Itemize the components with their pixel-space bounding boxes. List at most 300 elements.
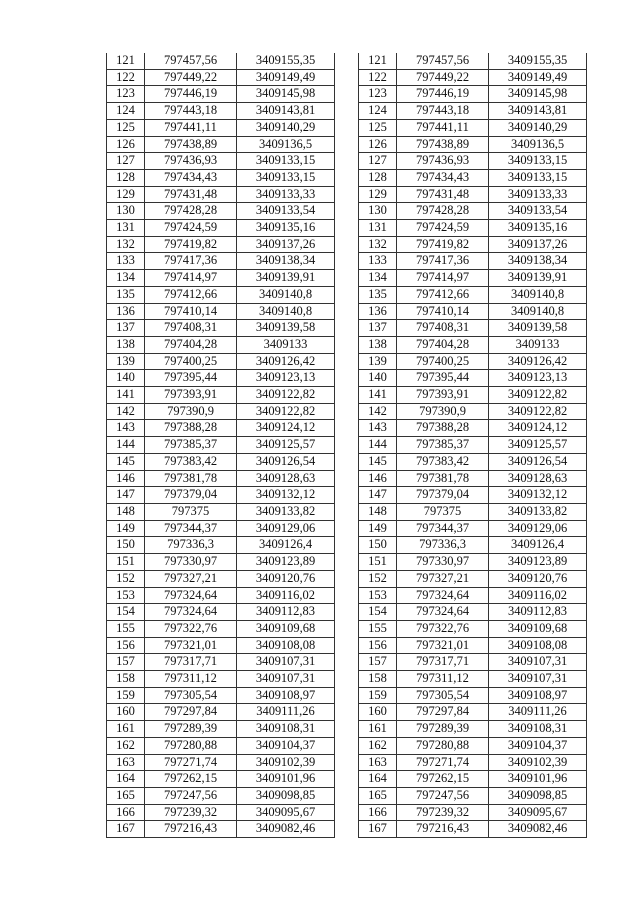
y-coordinate-cell: 3409107,31 [489, 671, 587, 688]
table-row [359, 821, 587, 838]
y-coordinate-cell: 3409137,26 [237, 236, 335, 253]
x-coordinate-cell: 797379,04 [145, 487, 237, 504]
table-row [107, 270, 335, 287]
point-number-cell: 158 [107, 671, 145, 688]
x-coordinate-cell: 797390,9 [397, 403, 489, 420]
x-coordinate-cell: 797297,84 [145, 704, 237, 721]
table-row [107, 671, 335, 688]
table-row [359, 270, 587, 287]
table-row [359, 503, 587, 520]
point-number-cell: 126 [359, 136, 397, 153]
x-coordinate-cell: 797424,59 [397, 220, 489, 237]
table-row [359, 687, 587, 704]
table-row [359, 704, 587, 721]
x-coordinate-cell: 797431,48 [397, 186, 489, 203]
table-row [107, 453, 335, 470]
y-coordinate-cell: 3409135,16 [237, 220, 335, 237]
table-row [359, 554, 587, 571]
y-coordinate-cell: 3409123,89 [489, 554, 587, 571]
y-coordinate-cell: 3409120,76 [237, 570, 335, 587]
table-row [107, 587, 335, 604]
table-row [359, 737, 587, 754]
y-coordinate-cell: 3409122,82 [237, 387, 335, 404]
point-number-cell: 142 [107, 403, 145, 420]
table-row [107, 754, 335, 771]
table-row [107, 704, 335, 721]
y-coordinate-cell: 3409107,31 [489, 654, 587, 671]
y-coordinate-cell: 3409126,42 [237, 353, 335, 370]
point-number-cell: 161 [107, 721, 145, 738]
table-row [359, 570, 587, 587]
x-coordinate-cell: 797327,21 [145, 570, 237, 587]
x-coordinate-cell: 797239,32 [397, 804, 489, 821]
point-number-cell: 143 [107, 420, 145, 437]
point-number-cell: 127 [359, 153, 397, 170]
table-row [359, 787, 587, 804]
table-row [359, 520, 587, 537]
x-coordinate-cell: 797443,18 [397, 103, 489, 120]
x-coordinate-cell: 797321,01 [397, 637, 489, 654]
y-coordinate-cell: 3409140,8 [489, 303, 587, 320]
table-row [107, 370, 335, 387]
y-coordinate-cell: 3409082,46 [489, 821, 587, 838]
point-number-cell: 135 [107, 286, 145, 303]
point-number-cell: 150 [107, 537, 145, 554]
point-number-cell: 126 [107, 136, 145, 153]
table-row [359, 220, 587, 237]
table-row [359, 153, 587, 170]
point-number-cell: 152 [107, 570, 145, 587]
x-coordinate-cell: 797449,22 [145, 69, 237, 86]
y-coordinate-cell: 3409155,35 [489, 53, 587, 69]
x-coordinate-cell: 797311,12 [145, 671, 237, 688]
point-number-cell: 153 [107, 587, 145, 604]
x-coordinate-cell: 797388,28 [145, 420, 237, 437]
table-row [359, 721, 587, 738]
table-row [359, 654, 587, 671]
y-coordinate-cell: 3409108,97 [237, 687, 335, 704]
table-row [359, 236, 587, 253]
y-coordinate-cell: 3409149,49 [489, 69, 587, 86]
y-coordinate-cell: 3409109,68 [237, 620, 335, 637]
y-coordinate-cell: 3409116,02 [489, 587, 587, 604]
point-number-cell: 133 [107, 253, 145, 270]
table-row [107, 203, 335, 220]
table-row [107, 103, 335, 120]
y-coordinate-cell: 3409139,91 [237, 270, 335, 287]
x-coordinate-cell: 797400,25 [397, 353, 489, 370]
point-number-cell: 123 [107, 86, 145, 103]
point-number-cell: 164 [359, 771, 397, 788]
x-coordinate-cell: 797381,78 [397, 470, 489, 487]
point-number-cell: 123 [359, 86, 397, 103]
y-coordinate-cell: 3409133,54 [237, 203, 335, 220]
point-number-cell: 146 [107, 470, 145, 487]
table-row [107, 353, 335, 370]
table-row [107, 169, 335, 186]
point-number-cell: 134 [107, 270, 145, 287]
y-coordinate-cell: 3409108,08 [489, 637, 587, 654]
point-number-cell: 142 [359, 403, 397, 420]
y-coordinate-cell: 3409145,98 [489, 86, 587, 103]
x-coordinate-cell: 797330,97 [397, 554, 489, 571]
table-row [107, 136, 335, 153]
x-coordinate-cell: 797375 [145, 503, 237, 520]
point-number-cell: 163 [107, 754, 145, 771]
x-coordinate-cell: 797434,43 [145, 169, 237, 186]
point-number-cell: 138 [359, 336, 397, 353]
point-number-cell: 125 [359, 119, 397, 136]
y-coordinate-cell: 3409140,8 [237, 286, 335, 303]
x-coordinate-cell: 797408,31 [145, 320, 237, 337]
table-row [107, 86, 335, 103]
point-number-cell: 164 [107, 771, 145, 788]
x-coordinate-cell: 797385,37 [145, 437, 237, 454]
x-coordinate-cell: 797436,93 [397, 153, 489, 170]
y-coordinate-cell: 3409133,15 [237, 169, 335, 186]
point-number-cell: 148 [359, 503, 397, 520]
point-number-cell: 144 [359, 437, 397, 454]
table-row [107, 119, 335, 136]
x-coordinate-cell: 797434,43 [397, 169, 489, 186]
point-number-cell: 124 [359, 103, 397, 120]
y-coordinate-cell: 3409126,54 [237, 453, 335, 470]
table-row [107, 286, 335, 303]
table-row [359, 253, 587, 270]
table-row [359, 103, 587, 120]
point-number-cell: 137 [107, 320, 145, 337]
point-number-cell: 121 [359, 53, 397, 69]
x-coordinate-cell: 797383,42 [145, 453, 237, 470]
point-number-cell: 144 [107, 437, 145, 454]
table-row [359, 353, 587, 370]
point-number-cell: 166 [107, 804, 145, 821]
table-row [359, 637, 587, 654]
x-coordinate-cell: 797344,37 [397, 520, 489, 537]
x-coordinate-cell: 797431,48 [145, 186, 237, 203]
table-row [107, 336, 335, 353]
x-coordinate-cell: 797412,66 [397, 286, 489, 303]
y-coordinate-cell: 3409112,83 [489, 604, 587, 621]
y-coordinate-cell: 3409133,54 [489, 203, 587, 220]
table-row [359, 186, 587, 203]
y-coordinate-cell: 3409123,13 [489, 370, 587, 387]
table-row [359, 420, 587, 437]
x-coordinate-cell: 797436,93 [145, 153, 237, 170]
point-number-cell: 151 [107, 554, 145, 571]
point-number-cell: 155 [359, 620, 397, 637]
x-coordinate-cell: 797400,25 [145, 353, 237, 370]
point-number-cell: 125 [107, 119, 145, 136]
y-coordinate-cell: 3409122,82 [237, 403, 335, 420]
y-coordinate-cell: 3409098,85 [237, 787, 335, 804]
y-coordinate-cell: 3409132,12 [489, 487, 587, 504]
y-coordinate-cell: 3409145,98 [237, 86, 335, 103]
point-number-cell: 160 [107, 704, 145, 721]
point-number-cell: 121 [107, 53, 145, 69]
table-row [107, 687, 335, 704]
x-coordinate-cell: 797393,91 [145, 387, 237, 404]
x-coordinate-cell: 797428,28 [397, 203, 489, 220]
y-coordinate-cell: 3409143,81 [489, 103, 587, 120]
x-coordinate-cell: 797457,56 [397, 53, 489, 69]
table-row [107, 721, 335, 738]
table-row [107, 570, 335, 587]
y-coordinate-cell: 3409140,8 [489, 286, 587, 303]
table-row [359, 203, 587, 220]
y-coordinate-cell: 3409133,15 [237, 153, 335, 170]
point-number-cell: 143 [359, 420, 397, 437]
table-row [107, 620, 335, 637]
point-number-cell: 139 [359, 353, 397, 370]
x-coordinate-cell: 797280,88 [145, 737, 237, 754]
y-coordinate-cell: 3409111,26 [489, 704, 587, 721]
y-coordinate-cell: 3409095,67 [237, 804, 335, 821]
x-coordinate-cell: 797375 [397, 503, 489, 520]
y-coordinate-cell: 3409135,16 [489, 220, 587, 237]
y-coordinate-cell: 3409082,46 [237, 821, 335, 838]
y-coordinate-cell: 3409123,89 [237, 554, 335, 571]
table-row [107, 403, 335, 420]
point-number-cell: 139 [107, 353, 145, 370]
point-number-cell: 158 [359, 671, 397, 688]
point-number-cell: 135 [359, 286, 397, 303]
y-coordinate-cell: 3409133,33 [489, 186, 587, 203]
x-coordinate-cell: 797330,97 [145, 554, 237, 571]
y-coordinate-cell: 3409139,91 [489, 270, 587, 287]
point-number-cell: 152 [359, 570, 397, 587]
point-number-cell: 130 [359, 203, 397, 220]
point-number-cell: 141 [359, 387, 397, 404]
point-number-cell: 140 [107, 370, 145, 387]
point-number-cell: 132 [107, 236, 145, 253]
x-coordinate-cell: 797428,28 [145, 203, 237, 220]
y-coordinate-cell: 3409101,96 [237, 771, 335, 788]
x-coordinate-cell: 797395,44 [397, 370, 489, 387]
x-coordinate-cell: 797404,28 [145, 336, 237, 353]
x-coordinate-cell: 797385,37 [397, 437, 489, 454]
point-number-cell: 132 [359, 236, 397, 253]
table-row [107, 470, 335, 487]
y-coordinate-cell: 3409136,5 [237, 136, 335, 153]
y-coordinate-cell: 3409143,81 [237, 103, 335, 120]
table-row [107, 303, 335, 320]
x-coordinate-cell: 797239,32 [145, 804, 237, 821]
point-number-cell: 157 [359, 654, 397, 671]
point-number-cell: 156 [359, 637, 397, 654]
y-coordinate-cell: 3409102,39 [489, 754, 587, 771]
x-coordinate-cell: 797414,97 [397, 270, 489, 287]
y-coordinate-cell: 3409133,15 [489, 169, 587, 186]
x-coordinate-cell: 797457,56 [145, 53, 237, 69]
point-number-cell: 138 [107, 336, 145, 353]
table-row [107, 804, 335, 821]
x-coordinate-cell: 797383,42 [397, 453, 489, 470]
point-number-cell: 162 [359, 737, 397, 754]
x-coordinate-cell: 797289,39 [397, 721, 489, 738]
point-number-cell: 131 [107, 220, 145, 237]
x-coordinate-cell: 797262,15 [145, 771, 237, 788]
x-coordinate-cell: 797438,89 [145, 136, 237, 153]
table-row [359, 303, 587, 320]
x-coordinate-cell: 797317,71 [397, 654, 489, 671]
table-row [107, 236, 335, 253]
x-coordinate-cell: 797216,43 [145, 821, 237, 838]
point-number-cell: 131 [359, 220, 397, 237]
y-coordinate-cell: 3409122,82 [489, 387, 587, 404]
point-number-cell: 149 [107, 520, 145, 537]
point-number-cell: 155 [107, 620, 145, 637]
coordinates-table-right [358, 53, 587, 838]
table-row [107, 186, 335, 203]
point-number-cell: 127 [107, 153, 145, 170]
table-row [359, 119, 587, 136]
y-coordinate-cell: 3409122,82 [489, 403, 587, 420]
y-coordinate-cell: 3409126,42 [489, 353, 587, 370]
y-coordinate-cell: 3409139,58 [237, 320, 335, 337]
x-coordinate-cell: 797388,28 [397, 420, 489, 437]
point-number-cell: 159 [107, 687, 145, 704]
table-row [359, 320, 587, 337]
x-coordinate-cell: 797417,36 [145, 253, 237, 270]
y-coordinate-cell: 3409149,49 [237, 69, 335, 86]
y-coordinate-cell: 3409108,08 [237, 637, 335, 654]
y-coordinate-cell: 3409104,37 [237, 737, 335, 754]
table-row [107, 253, 335, 270]
table-row [107, 69, 335, 86]
point-number-cell: 147 [107, 487, 145, 504]
table-row [359, 537, 587, 554]
point-number-cell: 136 [107, 303, 145, 320]
table-row [359, 336, 587, 353]
x-coordinate-cell: 797393,91 [397, 387, 489, 404]
y-coordinate-cell: 3409107,31 [237, 654, 335, 671]
y-coordinate-cell: 3409116,02 [237, 587, 335, 604]
y-coordinate-cell: 3409133,33 [237, 186, 335, 203]
x-coordinate-cell: 797412,66 [145, 286, 237, 303]
table-row [107, 503, 335, 520]
table-row [359, 453, 587, 470]
y-coordinate-cell: 3409104,37 [489, 737, 587, 754]
y-coordinate-cell: 3409129,06 [237, 520, 335, 537]
y-coordinate-cell: 3409128,63 [489, 470, 587, 487]
y-coordinate-cell: 3409098,85 [489, 787, 587, 804]
x-coordinate-cell: 797449,22 [397, 69, 489, 86]
point-number-cell: 128 [359, 169, 397, 186]
x-coordinate-cell: 797324,64 [145, 587, 237, 604]
x-coordinate-cell: 797414,97 [145, 270, 237, 287]
table-row [359, 86, 587, 103]
table-row [359, 136, 587, 153]
point-number-cell: 129 [107, 186, 145, 203]
x-coordinate-cell: 797336,3 [145, 537, 237, 554]
point-number-cell: 162 [107, 737, 145, 754]
y-coordinate-cell: 3409112,83 [237, 604, 335, 621]
x-coordinate-cell: 797408,31 [397, 320, 489, 337]
point-number-cell: 128 [107, 169, 145, 186]
table-row [359, 470, 587, 487]
y-coordinate-cell: 3409133,82 [237, 503, 335, 520]
y-coordinate-cell: 3409124,12 [489, 420, 587, 437]
point-number-cell: 160 [359, 704, 397, 721]
x-coordinate-cell: 797446,19 [397, 86, 489, 103]
x-coordinate-cell: 797443,18 [145, 103, 237, 120]
table-row [359, 771, 587, 788]
point-number-cell: 141 [107, 387, 145, 404]
x-coordinate-cell: 797216,43 [397, 821, 489, 838]
point-number-cell: 133 [359, 253, 397, 270]
x-coordinate-cell: 797297,84 [397, 704, 489, 721]
x-coordinate-cell: 797324,64 [397, 587, 489, 604]
x-coordinate-cell: 797395,44 [145, 370, 237, 387]
table-row [107, 220, 335, 237]
x-coordinate-cell: 797280,88 [397, 737, 489, 754]
y-coordinate-cell: 3409140,29 [237, 119, 335, 136]
x-coordinate-cell: 797344,37 [145, 520, 237, 537]
x-coordinate-cell: 797438,89 [397, 136, 489, 153]
y-coordinate-cell: 3409095,67 [489, 804, 587, 821]
x-coordinate-cell: 797441,11 [397, 119, 489, 136]
point-number-cell: 146 [359, 470, 397, 487]
y-coordinate-cell: 3409108,97 [489, 687, 587, 704]
table-row [107, 153, 335, 170]
point-number-cell: 137 [359, 320, 397, 337]
y-coordinate-cell: 3409140,29 [489, 119, 587, 136]
point-number-cell: 147 [359, 487, 397, 504]
point-number-cell: 150 [359, 537, 397, 554]
point-number-cell: 145 [359, 453, 397, 470]
y-coordinate-cell: 3409126,54 [489, 453, 587, 470]
point-number-cell: 124 [107, 103, 145, 120]
y-coordinate-cell: 3409128,63 [237, 470, 335, 487]
y-coordinate-cell: 3409136,5 [489, 136, 587, 153]
point-number-cell: 167 [359, 821, 397, 838]
table-row [107, 821, 335, 838]
x-coordinate-cell: 797417,36 [397, 253, 489, 270]
x-coordinate-cell: 797410,14 [145, 303, 237, 320]
x-coordinate-cell: 797336,3 [397, 537, 489, 554]
y-coordinate-cell: 3409101,96 [489, 771, 587, 788]
table-row [107, 654, 335, 671]
y-coordinate-cell: 3409126,4 [489, 537, 587, 554]
table-row [359, 53, 587, 69]
x-coordinate-cell: 797419,82 [145, 236, 237, 253]
x-coordinate-cell: 797322,76 [397, 620, 489, 637]
point-number-cell: 153 [359, 587, 397, 604]
x-coordinate-cell: 797247,56 [397, 787, 489, 804]
table-row [107, 437, 335, 454]
x-coordinate-cell: 797305,54 [145, 687, 237, 704]
x-coordinate-cell: 797404,28 [397, 336, 489, 353]
x-coordinate-cell: 797324,64 [145, 604, 237, 621]
y-coordinate-cell: 3409107,31 [237, 671, 335, 688]
y-coordinate-cell: 3409137,26 [489, 236, 587, 253]
x-coordinate-cell: 797271,74 [145, 754, 237, 771]
y-coordinate-cell: 3409120,76 [489, 570, 587, 587]
table-row [107, 537, 335, 554]
x-coordinate-cell: 797446,19 [145, 86, 237, 103]
x-coordinate-cell: 797271,74 [397, 754, 489, 771]
x-coordinate-cell: 797327,21 [397, 570, 489, 587]
point-number-cell: 163 [359, 754, 397, 771]
x-coordinate-cell: 797410,14 [397, 303, 489, 320]
x-coordinate-cell: 797305,54 [397, 687, 489, 704]
x-coordinate-cell: 797321,01 [145, 637, 237, 654]
x-coordinate-cell: 797379,04 [397, 487, 489, 504]
y-coordinate-cell: 3409108,31 [489, 721, 587, 738]
table-row [359, 620, 587, 637]
x-coordinate-cell: 797381,78 [145, 470, 237, 487]
